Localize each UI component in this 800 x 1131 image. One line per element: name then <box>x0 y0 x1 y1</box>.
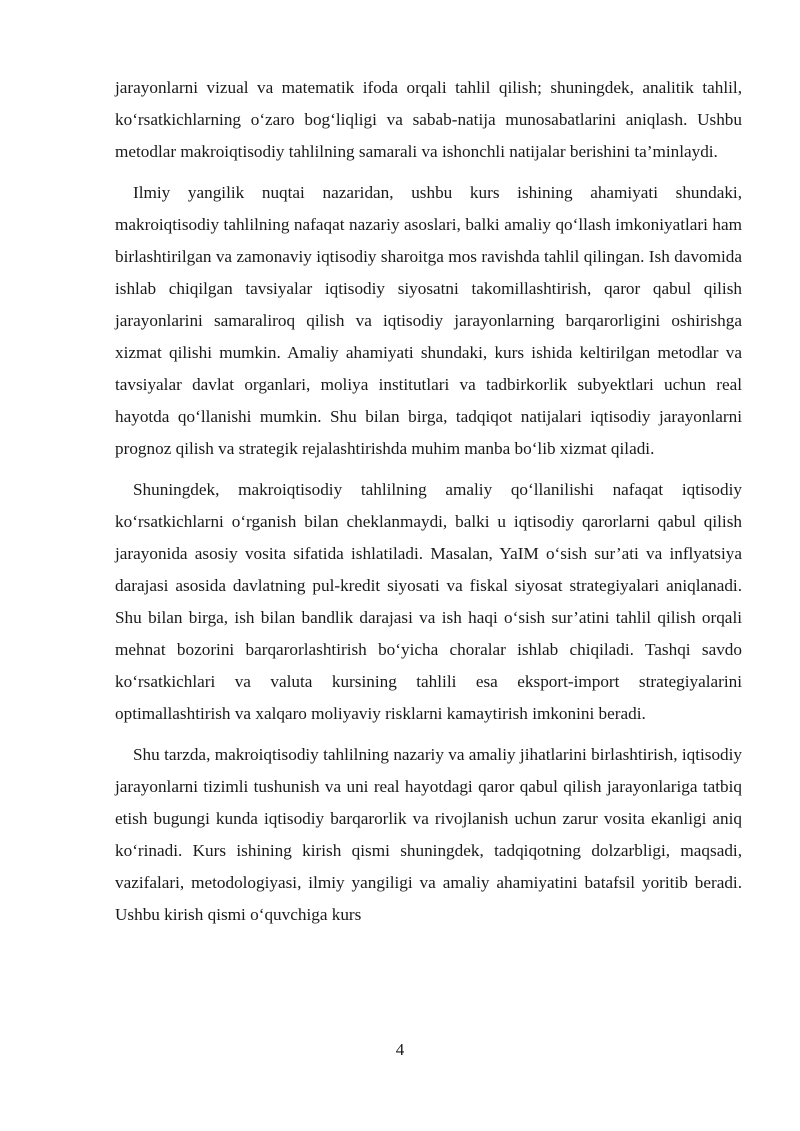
paragraph-2: Ilmiy yangilik nuqtai nazaridan, ushbu kurs ishining ahamiyati shundaki, makroiqtisodiy tahlilning nafaqat nazariy asoslari, balki amaliy qo‘llash imkoniyatlari ham birlashtirilgan va zamonaviy iqtisodiy sharoitga mos ravishda tahlil qilingan. Ish davomida ishlab chiqilgan tavsiyalar iqtisodiy siyosatni takomillashtirish, qaror qabul qilish jarayonlarini samaraliroq qilish va iqtisodiy jarayonlarning barqarorligini oshirishga xizmat qilishi mumkin. Amaliy ahamiyati shundaki, kurs ishida keltirilgan metodlar va tavsiyalar davlat organlari, moliya institutlari va tadbirkorlik subyektlari uchun real hayotda qo‘llanishi mumkin. Shu bilan birga, tadqiqot natijalari iqtisodiy jarayonlarni prognoz qilish va strategik rejalashtirishda muhim manba bo‘lib xizmat qiladi. <box>115 183 742 458</box>
paragraph-4: Shu tarzda, makroiqtisodiy tahlilning nazariy va amaliy jihatlarini birlashtirish, iqtisodiy jarayonlarni tizimli tushunish va uni real hayotdagi qaror qabul qilish jarayonlariga tatbiq etish bugungi kunda iqtisodiy barqarorlik va rivojlanish uchun zarur vosita ekanligi aniq ko‘rinadi. Kurs ishining kirish qismi shuningdek, tadqiqotning dolzarbligi, maqsadi, vazifalari, metodologiyasi, ilmiy yangiligi va amaliy ahamiyatini batafsil yoritib beradi. Ushbu kirish qismi o‘quvchiga kurs <box>115 745 742 924</box>
page-number: 4 <box>395 1040 405 1059</box>
body-text <box>115 72 742 931</box>
paragraph-3: Shuningdek, makroiqtisodiy tahlilning amaliy qo‘llanilishi nafaqat iqtisodiy ko‘rsatkichlarni o‘rganish bilan cheklanmaydi, balki u iqtisodiy qarorlarni qabul qilish jarayonida asosiy vosita sifatida ishlatiladi. Masalan, YaIM o‘sish sur’ati va inflyatsiya darajasi asosida davlatning pul-kredit siyosati va fiskal siyosat strategiyalari aniqlanadi. Shu bilan birga, ish bilan bandlik darajasi va ish haqi o‘sish sur’atini tahlil qilish orqali mehnat bozorini barqarorlashtirish bo‘yicha choralar ishlab chiqiladi. Tashqi savdo ko‘rsatkichlari va valuta kursining tahlili esa eksport-import strategiyalarini optimallashtirish va xalqaro moliyaviy risklarni kamaytirish imkonini beradi. <box>115 480 742 723</box>
paragraph-1: jarayonlarni vizual va matematik ifoda orqali tahlil qilish; shuningdek, analitik tahlil, ko‘rsatkichlarning o‘zaro bog‘liqligi va sabab-natija munosabatlarini aniqlash. Ushbu metodlar makroiqtisodiy tahlilning samarali va ishonchli natijalar berishini ta’minlaydi. <box>115 78 742 161</box>
